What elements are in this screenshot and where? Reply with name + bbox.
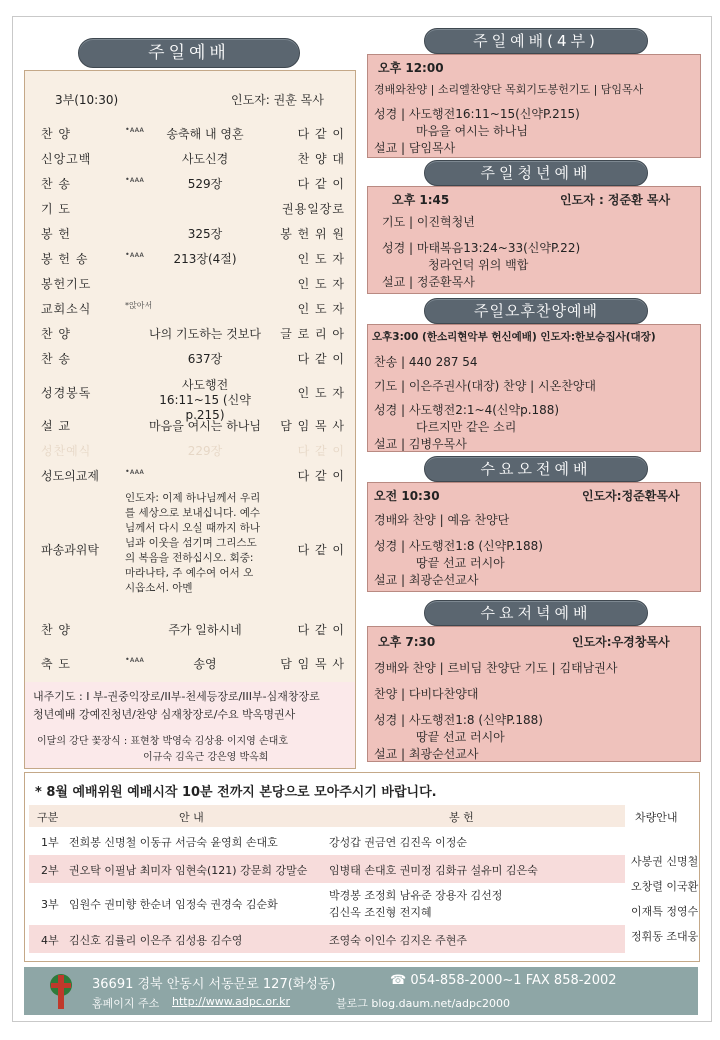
wed-pm-line: 성경 | 사도행전1:8 (신약P.188) (374, 713, 543, 727)
order-item: 찬 양 (41, 127, 71, 141)
church-phone: ☎ 054-858-2000~1 FAX 858-2002 (390, 973, 617, 988)
order-who: 다 같 이 (297, 469, 345, 483)
youth-line: 성경 | 마태복음13:24~33(신약P.22) (382, 241, 581, 255)
stand-mark: •ᴀᴀᴀ (125, 125, 144, 134)
order-content: 마음을 여시는 하나님 (149, 419, 261, 433)
youth-notice: 청년예배 강예진청년/찬양 심재창장로/수요 박옥명권사 (33, 708, 296, 721)
order-content: 213장(4절) (173, 252, 237, 266)
order-who: 다 같 이 (297, 127, 345, 141)
service4-time: 오후 12:00 (378, 61, 444, 75)
order-content: 229장 (187, 444, 223, 458)
service4-title: 주일예배(4부) (424, 28, 648, 54)
wed-pm-line: 땅끝 선교 러시아 (416, 730, 505, 744)
order-content: 325장 (187, 227, 223, 241)
header-driver: 차량안내 (635, 811, 678, 824)
driver-name: 이재특 정영수 (631, 905, 699, 918)
youth-line: 설교 | 정준환목사 (382, 275, 475, 289)
homepage-label: 홈페이지 주소 (92, 997, 160, 1010)
order-item: 설 교 (41, 419, 71, 433)
service4-box (367, 54, 701, 158)
order-who: 인 도 자 (297, 302, 345, 316)
wed-am-line: 설교 | 최광순선교사 (374, 573, 479, 587)
committee-row (29, 829, 625, 853)
service-time: 3부(10:30) (55, 93, 119, 107)
driver-name: 오창렬 이국환 (631, 880, 699, 893)
afternoon-box (367, 324, 701, 452)
row-part: 4부 (41, 934, 59, 947)
order-item: 봉 헌 송 (41, 252, 89, 266)
committee-row (29, 855, 625, 883)
row-guide: 임원수 권미향 한순녀 임정숙 권경숙 김순화 (69, 898, 278, 911)
wed-am-line: 경배와 찬양 | 예음 찬양단 (374, 513, 510, 527)
service-leader: 인도자: 권훈 목사 (231, 93, 324, 107)
committee-header (29, 805, 625, 827)
homepage-link[interactable]: http://www.adpc.or.kr (172, 995, 291, 1008)
order-content: 인도자: 이제 하나님께서 우리를 세상으로 보내십니다. 예수님께서 다시 오실 때까지 하나님과 이웃을 섬기며 그리스도의 복음을 전하십시오. 회중: 마라나타, 주 예수여 어서 오시옵소서. 아멘 (125, 492, 261, 594)
church-address: 36691 경북 안동시 서동문로 127(화성동) (92, 977, 336, 992)
order-item: 파송과위탁 (41, 543, 99, 557)
wed-am-time: 오전 10:30 (374, 489, 440, 503)
wed-pm-time: 오후 7:30 (378, 635, 436, 649)
order-item: 신앙고백 (41, 152, 92, 166)
wed-pm-line: 찬양 | 다비다찬양대 (374, 687, 479, 701)
row-part: 3부 (41, 898, 59, 911)
header-guide: 안 내 (179, 811, 204, 824)
order-content: 529장 (187, 177, 223, 191)
order-who: 다 같 이 (297, 543, 345, 557)
service4-line: 설교 | 담임목사 (374, 141, 456, 155)
youth-title: 주일청년예배 (424, 160, 648, 186)
sit-mark: *앉아서 (125, 301, 153, 310)
order-who: 인 도 자 (297, 252, 345, 266)
afternoon-header: 오후3:00 (한소리현악부 헌신예배) 인도자:한보승집사(대장) (372, 331, 656, 343)
order-item: 교회소식 (41, 302, 92, 316)
order-who: 인 도 자 (297, 277, 345, 291)
afternoon-title: 주일오후찬양예배 (424, 298, 648, 324)
wed-am-line: 성경 | 사도행전1:8 (신약P.188) (374, 539, 543, 553)
afternoon-line: 성경 | 사도행전2:1~4(신약p.188) (374, 403, 560, 417)
wed-pm-box (367, 626, 701, 762)
service4-line: 성경 | 사도행전16:11~15(신약P.215) (374, 107, 580, 121)
prayer-notice: 내주기도 : I 부-권중익장로/II부-천세등장로/III부-심재창장로 (33, 690, 320, 703)
footer (24, 967, 698, 1015)
order-who: 봉 헌 위 원 (280, 227, 345, 241)
wed-pm-leader: 인도자:우경창목사 (572, 635, 670, 649)
order-content: 나의 기도하는 것보다 (149, 327, 261, 341)
row-part: 1부 (41, 836, 59, 849)
wed-pm-line: 설교 | 최광순선교사 (374, 747, 479, 761)
service4-line: 마음을 여시는 하나님 (416, 124, 528, 138)
youth-time: 오후 1:45 (392, 193, 450, 207)
wed-pm-line: 경배와 찬양 | 르비딤 찬양단 기도 | 김태남권사 (374, 661, 618, 675)
wed-pm-title: 수요저녁예배 (424, 600, 648, 626)
stand-mark: •ᴀᴀᴀ (125, 655, 144, 664)
order-who: 인 도 자 (297, 386, 345, 400)
order-item: 봉 헌 (41, 227, 71, 241)
order-content: 사도행전16:11~15 (신약p.215) (159, 378, 251, 422)
service4-line: 경배와찬양 | 소리엘찬양단 목회기도봉헌기도 | 담임목사 (374, 83, 644, 96)
order-item: 축 도 (41, 657, 71, 671)
worship-order-box (24, 70, 356, 684)
wed-am-title: 수요오전예배 (424, 456, 648, 482)
row-guide: 김신호 김률리 이은주 김성용 김수영 (69, 934, 243, 947)
wed-am-box (367, 482, 701, 592)
order-who: 담 임 목 사 (280, 419, 345, 433)
order-who: 권용일장로 (282, 202, 345, 216)
order-who: 다 같 이 (297, 444, 345, 458)
afternoon-line: 다르지만 같은 소리 (416, 420, 517, 434)
order-who: 담 임 목 사 (280, 657, 345, 671)
row-offering: 강성갑 권금연 김진옥 이정순 (329, 836, 468, 849)
order-who: 찬 양 대 (297, 152, 345, 166)
order-item: 성도의교제 (41, 469, 99, 483)
church-cross-logo-icon (46, 971, 76, 1011)
order-content: 사도신경 (181, 152, 229, 166)
header-part: 구분 (37, 811, 59, 824)
row-offering: 박경봉 조정희 남유준 장용자 김선정 김신옥 조진형 전지혜 (329, 889, 503, 919)
order-who: 다 같 이 (297, 177, 345, 191)
order-content: 송축해 내 영혼 (166, 127, 244, 141)
row-offering: 임병태 손대호 권미정 김화규 설유미 김은숙 (329, 864, 538, 877)
order-item: 찬 송 (41, 352, 71, 366)
youth-line: 기도 | 이진혁청년 (382, 215, 475, 229)
row-offering: 조영숙 이인수 김지은 주현주 (329, 934, 468, 947)
order-item: 성찬예식 (41, 444, 92, 458)
wed-am-line: 땅끝 선교 러시아 (416, 556, 505, 570)
youth-box (367, 186, 701, 294)
order-content: 637장 (187, 352, 223, 366)
committee-title: * 8월 예배위원 예배시작 10분 전까지 본당으로 모아주시기 바랍니다. (35, 785, 437, 800)
committee-section (24, 772, 700, 962)
stand-mark: •ᴀᴀᴀ (125, 175, 144, 184)
stand-mark: •ᴀᴀᴀ (125, 467, 144, 476)
flower-notice: 이달의 강단 꽃장식 : 표현창 박영숙 김상용 이지영 손대호 (37, 736, 288, 747)
youth-line: 청라언덕 위의 백합 (428, 258, 529, 272)
order-content: 송영 (193, 657, 217, 671)
order-item: 봉헌기도 (41, 277, 92, 291)
header-offering: 봉 헌 (449, 811, 474, 824)
order-item: 찬 양 (41, 623, 71, 637)
flower-notice-cont: 이규숙 김옥근 강은영 박옥희 (143, 752, 269, 763)
order-who: 글 로 리 아 (280, 327, 345, 341)
committee-row (29, 925, 625, 953)
committee-row (29, 885, 625, 923)
driver-name: 사봉권 신명철 (631, 855, 699, 868)
order-who: 다 같 이 (297, 352, 345, 366)
order-item: 찬 양 (41, 327, 71, 341)
afternoon-line: 설교 | 김병우목사 (374, 437, 467, 451)
order-item: 기 도 (41, 202, 71, 216)
left-title: 주일예배 (78, 38, 300, 68)
youth-leader: 인도자 : 정준환 목사 (560, 193, 671, 207)
afternoon-line: 찬송 | 440 287 54 (374, 355, 478, 369)
order-item: 찬 송 (41, 177, 71, 191)
blog-address: 블로그 blog.daum.net/adpc2000 (336, 997, 511, 1010)
stand-mark: •ᴀᴀᴀ (125, 250, 144, 259)
afternoon-line: 기도 | 이은주권사(대장) 찬양 | 시온찬양대 (374, 379, 596, 393)
order-who: 다 같 이 (297, 623, 345, 637)
row-guide: 전희봉 신명철 이동규 서금숙 윤영희 손대호 (69, 836, 278, 849)
order-item: 성경봉독 (41, 386, 92, 400)
row-part: 2부 (41, 864, 59, 877)
row-guide: 권오탁 이필남 최미자 임현숙(121) 강문희 강말순 (69, 864, 308, 877)
notice-box (24, 682, 356, 769)
wed-am-leader: 인도자:정준환목사 (582, 489, 680, 503)
order-content: 주가 일하시네 (168, 623, 242, 637)
driver-name: 정휘동 조대웅 (631, 930, 699, 943)
